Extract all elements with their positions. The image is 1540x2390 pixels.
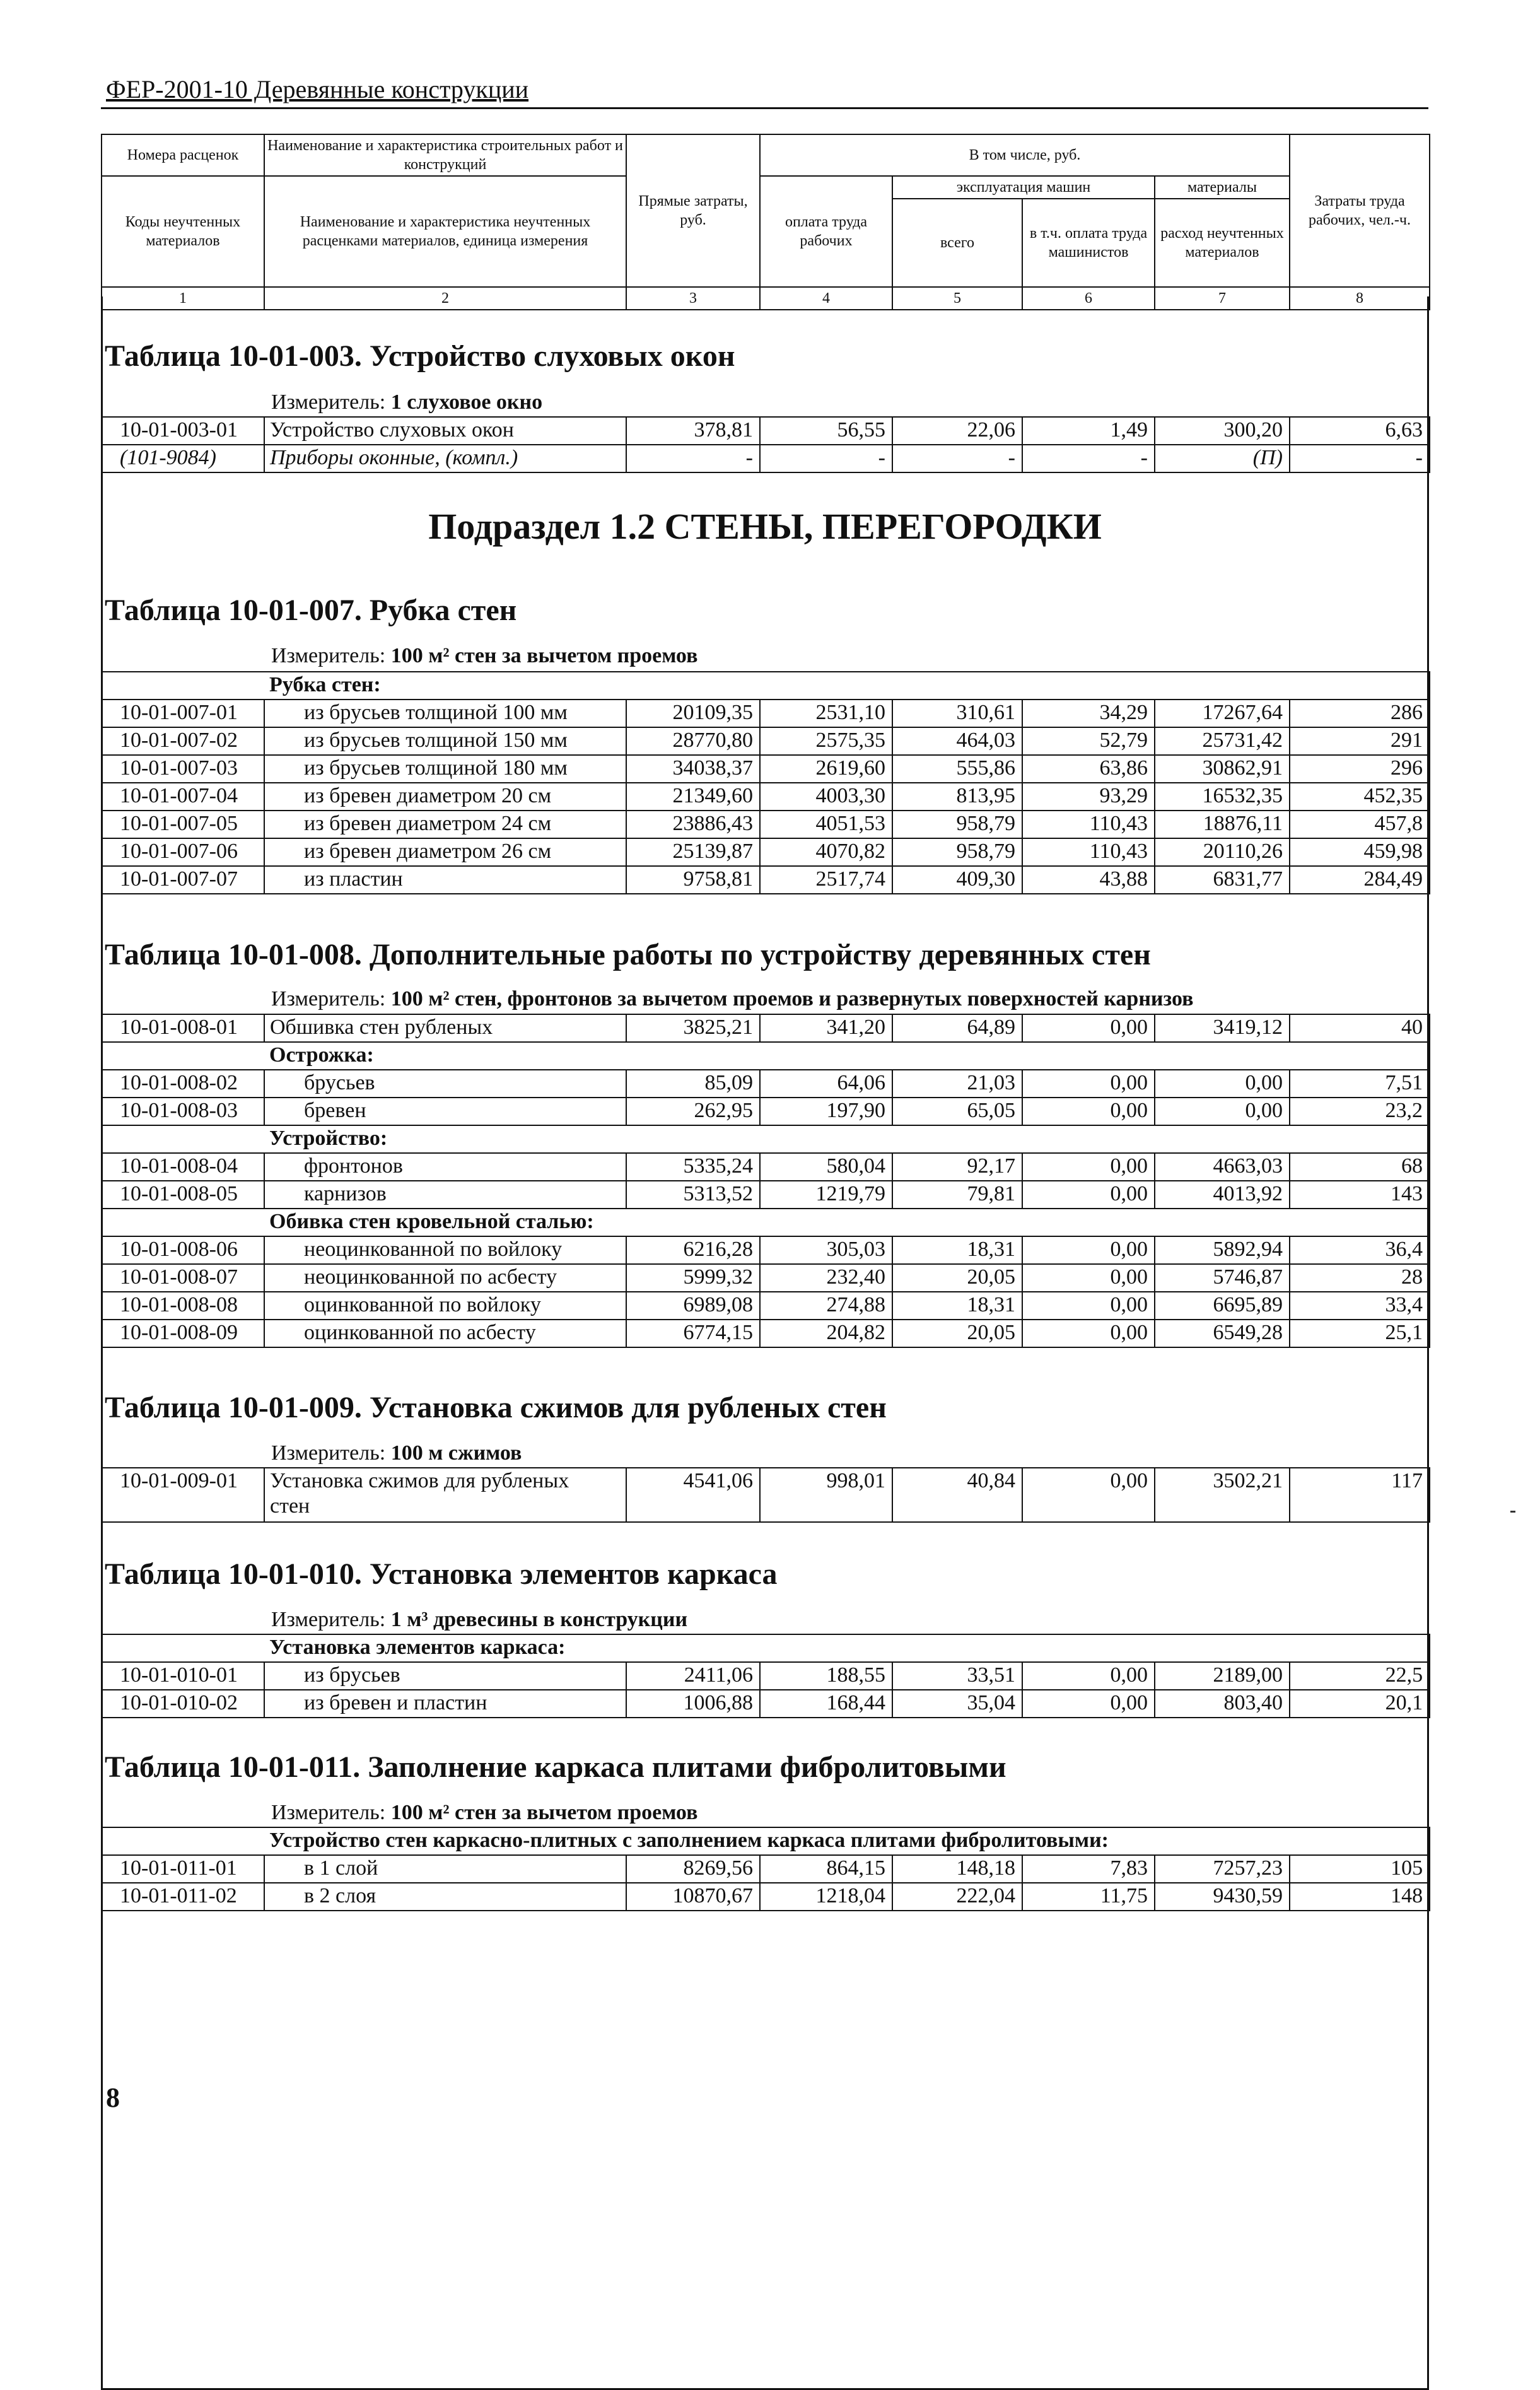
row-name: карнизов	[264, 1181, 626, 1209]
row-labor: 23,2	[1290, 1098, 1430, 1125]
subsection-title: Подраздел 1.2 СТЕНЫ, ПЕРЕГОРОДКИ	[428, 506, 1102, 547]
group-label: Обивка стен кровельной сталью:	[264, 1209, 1430, 1236]
row-machinists: 34,29	[1022, 700, 1155, 727]
row-direct: 28770,80	[626, 727, 760, 755]
table-row	[102, 700, 1430, 727]
row-name: из бревен диаметром 26 см	[264, 838, 626, 866]
row-pay: 274,88	[760, 1292, 892, 1320]
row-code: 10-01-008-08	[102, 1292, 264, 1320]
row-code: 10-01-007-06	[102, 838, 264, 866]
row-machinists: 0,00	[1022, 1236, 1155, 1264]
row-direct: 21349,60	[626, 783, 760, 811]
row-labor: 28	[1290, 1264, 1430, 1292]
row-machines: 22,06	[892, 417, 1022, 445]
row-machinists: 0,00	[1022, 1153, 1155, 1181]
table-row	[102, 445, 1430, 472]
row-pay: 1219,79	[760, 1181, 892, 1209]
row-pay: 188,55	[760, 1662, 892, 1690]
row-machinists: 63,86	[1022, 755, 1155, 783]
table-010-measure: Измеритель: 1 м³ древесины в конструкции	[271, 1608, 688, 1631]
col-direct: Прямые затраты, руб.	[626, 134, 760, 287]
col-codes-top: Номера расценок	[102, 134, 264, 176]
row-code: 10-01-010-01	[102, 1662, 264, 1690]
row-labor: 33,4	[1290, 1292, 1430, 1320]
row-pay: 580,04	[760, 1153, 892, 1181]
col-num-7: 7	[1155, 287, 1290, 310]
row-name: в 2 слоя	[264, 1883, 626, 1911]
row-name: из пластин	[264, 866, 626, 894]
col-mat-sub: расход неучтенных материалов	[1155, 199, 1290, 287]
row-code: 10-01-007-02	[102, 727, 264, 755]
row-pay: 998,01	[760, 1468, 892, 1522]
row-machinists: 0,00	[1022, 1264, 1155, 1292]
col-labor: Затраты труда рабочих, чел.-ч.	[1290, 134, 1430, 287]
table-row	[102, 838, 1430, 866]
table-row	[102, 727, 1430, 755]
row-materials: 2189,00	[1155, 1662, 1290, 1690]
row-code: 10-01-009-01	[102, 1468, 264, 1522]
table-003	[101, 416, 1430, 473]
col-m-total: всего	[892, 199, 1022, 287]
row-labor: 284,49	[1290, 866, 1430, 894]
scan-mark	[1510, 1511, 1515, 1513]
col-machines: эксплуатация машин	[892, 176, 1155, 199]
table-007-measure: Измеритель: 100 м² стен за вычетом проемов	[271, 644, 698, 667]
table-010	[101, 1634, 1430, 1718]
row-labor: 36,4	[1290, 1236, 1430, 1264]
row-machines: 555,86	[892, 755, 1022, 783]
row-machinists: 110,43	[1022, 838, 1155, 866]
table-row	[102, 1014, 1430, 1042]
row-direct: 25139,87	[626, 838, 760, 866]
row-pay: -	[760, 445, 892, 472]
row-materials: 5892,94	[1155, 1236, 1290, 1264]
table-007	[101, 671, 1430, 894]
col-num-6: 6	[1022, 287, 1155, 310]
row-direct: 6216,28	[626, 1236, 760, 1264]
row-machinists: 0,00	[1022, 1320, 1155, 1347]
row-machinists: 0,00	[1022, 1292, 1155, 1320]
row-direct: 5313,52	[626, 1181, 760, 1209]
row-labor: 68	[1290, 1153, 1430, 1181]
row-machinists: 0,00	[1022, 1662, 1155, 1690]
row-machines: 310,61	[892, 700, 1022, 727]
col-num-3: 3	[626, 287, 760, 310]
row-name: Устройство слуховых окон	[264, 417, 626, 445]
table-row	[102, 866, 1430, 894]
row-machines: 40,84	[892, 1468, 1022, 1522]
table-row	[102, 1468, 1430, 1522]
row-machinists: 0,00	[1022, 1468, 1155, 1522]
row-code: 10-01-007-05	[102, 811, 264, 838]
row-labor: 291	[1290, 727, 1430, 755]
row-machinists: 0,00	[1022, 1181, 1155, 1209]
row-machines: 20,05	[892, 1264, 1022, 1292]
row-direct: 9758,81	[626, 866, 760, 894]
row-machinists: 52,79	[1022, 727, 1155, 755]
group-row	[102, 672, 1430, 700]
row-materials: 4013,92	[1155, 1181, 1290, 1209]
table-row	[102, 783, 1430, 811]
table-row	[102, 1098, 1430, 1125]
row-machines: 958,79	[892, 811, 1022, 838]
row-name: Установка сжимов для рубленых стен	[264, 1468, 626, 1522]
group-label: Установка элементов каркаса:	[264, 1634, 1430, 1662]
group-label: Устройство:	[264, 1125, 1430, 1153]
row-machines: 33,51	[892, 1662, 1022, 1690]
row-pay: 2517,74	[760, 866, 892, 894]
table-row	[102, 1153, 1430, 1181]
row-code: 10-01-011-02	[102, 1883, 264, 1911]
row-code: 10-01-007-07	[102, 866, 264, 894]
row-direct: 4541,06	[626, 1468, 760, 1522]
row-name: Приборы оконные, (компл.)	[264, 445, 626, 472]
table-008	[101, 1014, 1430, 1348]
row-name: в 1 слой	[264, 1855, 626, 1883]
row-name: брусьев	[264, 1070, 626, 1098]
row-name: из бревен диаметром 24 см	[264, 811, 626, 838]
table-row	[102, 1320, 1430, 1347]
table-008-measure: Измеритель: 100 м² стен, фронтонов за вычетом проемов и развернутых поверхностей карнизов	[271, 987, 1194, 1010]
row-machinists: 93,29	[1022, 783, 1155, 811]
row-machines: 79,81	[892, 1181, 1022, 1209]
group-label: Острожка:	[264, 1042, 1430, 1070]
row-machines: 813,95	[892, 783, 1022, 811]
row-direct: 85,09	[626, 1070, 760, 1098]
row-direct: 6989,08	[626, 1292, 760, 1320]
row-materials: 7257,23	[1155, 1855, 1290, 1883]
table-row	[102, 1855, 1430, 1883]
col-pay: оплата труда рабочих	[760, 176, 892, 287]
group-row	[102, 1827, 1430, 1855]
row-labor: 459,98	[1290, 838, 1430, 866]
col-incl: В том числе, руб.	[760, 134, 1290, 176]
table-row	[102, 1070, 1430, 1098]
table-row	[102, 1236, 1430, 1264]
row-labor: 40	[1290, 1014, 1430, 1042]
row-name: из брусьев толщиной 150 мм	[264, 727, 626, 755]
row-code: 10-01-008-01	[102, 1014, 264, 1042]
document-header: ФЕР-2001-10 Деревянные конструкции	[106, 75, 529, 103]
group-row	[102, 1209, 1430, 1236]
row-machines: 18,31	[892, 1292, 1022, 1320]
row-code: 10-01-008-07	[102, 1264, 264, 1292]
row-materials: 0,00	[1155, 1070, 1290, 1098]
row-name: оцинкованной по войлоку	[264, 1292, 626, 1320]
row-materials: 9430,59	[1155, 1883, 1290, 1911]
row-machinists: 0,00	[1022, 1690, 1155, 1718]
row-machinists: -	[1022, 445, 1155, 472]
row-code: 10-01-011-01	[102, 1855, 264, 1883]
row-machines: 958,79	[892, 838, 1022, 866]
row-labor: 6,63	[1290, 417, 1430, 445]
row-name: фронтонов	[264, 1153, 626, 1181]
row-materials: 6695,89	[1155, 1292, 1290, 1320]
col-name-bottom: Наименование и характеристика неучтенных расценками материалов, единица измерения	[264, 176, 626, 287]
row-machines: 20,05	[892, 1320, 1022, 1347]
row-machines: 222,04	[892, 1883, 1022, 1911]
row-materials: 3419,12	[1155, 1014, 1290, 1042]
row-materials: 6831,77	[1155, 866, 1290, 894]
row-direct: 378,81	[626, 417, 760, 445]
row-machines: 464,03	[892, 727, 1022, 755]
row-materials: 30862,91	[1155, 755, 1290, 783]
row-pay: 2531,10	[760, 700, 892, 727]
row-pay: 2619,60	[760, 755, 892, 783]
row-direct: 5999,32	[626, 1264, 760, 1292]
row-code: 10-01-008-05	[102, 1181, 264, 1209]
row-code: 10-01-007-01	[102, 700, 264, 727]
row-labor: 105	[1290, 1855, 1430, 1883]
column-header-table	[101, 134, 1430, 310]
col-num-1: 1	[102, 287, 264, 310]
row-machinists: 0,00	[1022, 1070, 1155, 1098]
col-m-pay: в т.ч. оплата труда машинистов	[1022, 199, 1155, 287]
row-pay: 232,40	[760, 1264, 892, 1292]
page-number: 8	[106, 2082, 120, 2113]
row-code: 10-01-003-01	[102, 417, 264, 445]
row-name: неоцинкованной по войлоку	[264, 1236, 626, 1264]
row-materials: 4663,03	[1155, 1153, 1290, 1181]
group-label: Устройство стен каркасно-плитных с заполнением каркаса плитами фибролитовыми:	[264, 1827, 1430, 1855]
row-labor: 143	[1290, 1181, 1430, 1209]
table-003-measure: Измеритель: 1 слуховое окно	[271, 390, 543, 414]
table-009	[101, 1467, 1430, 1523]
row-pay: 56,55	[760, 417, 892, 445]
row-materials: 17267,64	[1155, 700, 1290, 727]
row-pay: 1218,04	[760, 1883, 892, 1911]
row-labor: 117	[1290, 1468, 1430, 1522]
row-code: 10-01-007-03	[102, 755, 264, 783]
row-code: 10-01-008-09	[102, 1320, 264, 1347]
row-direct: 262,95	[626, 1098, 760, 1125]
row-machines: 409,30	[892, 866, 1022, 894]
table-011-title: Таблица 10-01-011. Заполнение каркаса плитами фибролитовыми	[105, 1750, 1006, 1784]
row-materials: 25731,42	[1155, 727, 1290, 755]
table-row	[102, 417, 1430, 445]
row-pay: 168,44	[760, 1690, 892, 1718]
row-code: 10-01-008-04	[102, 1153, 264, 1181]
row-labor: 20,1	[1290, 1690, 1430, 1718]
group-label: Рубка стен:	[264, 672, 1430, 700]
row-pay: 341,20	[760, 1014, 892, 1042]
row-direct: 3825,21	[626, 1014, 760, 1042]
row-machines: 18,31	[892, 1236, 1022, 1264]
row-pay: 4051,53	[760, 811, 892, 838]
row-code: 10-01-008-06	[102, 1236, 264, 1264]
col-num-2: 2	[264, 287, 626, 310]
row-pay: 204,82	[760, 1320, 892, 1347]
row-pay: 4003,30	[760, 783, 892, 811]
table-011-measure: Измеритель: 100 м² стен за вычетом проемов	[271, 1801, 698, 1824]
table-003-title: Таблица 10-01-003. Устройство слуховых окон	[105, 339, 735, 373]
row-pay: 305,03	[760, 1236, 892, 1264]
row-direct: 1006,88	[626, 1690, 760, 1718]
col-num-5: 5	[892, 287, 1022, 310]
group-row	[102, 1042, 1430, 1070]
row-labor: 22,5	[1290, 1662, 1430, 1690]
row-machinists: 11,75	[1022, 1883, 1155, 1911]
row-machines: 148,18	[892, 1855, 1022, 1883]
row-name: из брусьев толщиной 180 мм	[264, 755, 626, 783]
table-007-title: Таблица 10-01-007. Рубка стен	[105, 594, 517, 627]
header-rule	[101, 107, 1428, 109]
row-code: 10-01-010-02	[102, 1690, 264, 1718]
row-code: 10-01-008-03	[102, 1098, 264, 1125]
row-labor: 296	[1290, 755, 1430, 783]
table-row	[102, 811, 1430, 838]
row-direct: 10870,67	[626, 1883, 760, 1911]
table-008-title: Таблица 10-01-008. Дополнительные работы по устройству деревянных стен	[105, 938, 1151, 971]
group-row	[102, 1634, 1430, 1662]
row-materials: (П)	[1155, 445, 1290, 472]
row-materials: 0,00	[1155, 1098, 1290, 1125]
row-name: из бревен диаметром 20 см	[264, 783, 626, 811]
row-materials: 803,40	[1155, 1690, 1290, 1718]
col-materials: материалы	[1155, 176, 1290, 199]
col-num-4: 4	[760, 287, 892, 310]
table-011	[101, 1827, 1430, 1911]
row-direct: 8269,56	[626, 1855, 760, 1883]
group-row	[102, 1125, 1430, 1153]
row-materials: 5746,87	[1155, 1264, 1290, 1292]
row-direct: -	[626, 445, 760, 472]
row-direct: 6774,15	[626, 1320, 760, 1347]
row-machines: 65,05	[892, 1098, 1022, 1125]
table-009-title: Таблица 10-01-009. Установка сжимов для рубленых стен	[105, 1391, 887, 1424]
table-row	[102, 1292, 1430, 1320]
row-name: из брусьев	[264, 1662, 626, 1690]
row-pay: 2575,35	[760, 727, 892, 755]
row-labor: 7,51	[1290, 1070, 1430, 1098]
row-pay: 64,06	[760, 1070, 892, 1098]
row-materials: 3502,21	[1155, 1468, 1290, 1522]
col-num-8: 8	[1290, 287, 1430, 310]
row-labor: 25,1	[1290, 1320, 1430, 1347]
col-codes-bottom: Коды неучтенных материалов	[102, 176, 264, 287]
row-materials: 16532,35	[1155, 783, 1290, 811]
row-machines: 64,89	[892, 1014, 1022, 1042]
table-row	[102, 1662, 1430, 1690]
table-row	[102, 1883, 1430, 1911]
row-labor: 286	[1290, 700, 1430, 727]
row-code: (101-9084)	[102, 445, 264, 472]
row-machines: 21,03	[892, 1070, 1022, 1098]
row-code: 10-01-008-02	[102, 1070, 264, 1098]
table-010-title: Таблица 10-01-010. Установка элементов каркаса	[105, 1557, 778, 1591]
row-name: из бревен и пластин	[264, 1690, 626, 1718]
row-direct: 20109,35	[626, 700, 760, 727]
row-machinists: 43,88	[1022, 866, 1155, 894]
row-machinists: 110,43	[1022, 811, 1155, 838]
table-row	[102, 1690, 1430, 1718]
table-row	[102, 755, 1430, 783]
row-materials: 300,20	[1155, 417, 1290, 445]
row-machines: 35,04	[892, 1690, 1022, 1718]
row-code: 10-01-007-04	[102, 783, 264, 811]
row-labor: 148	[1290, 1883, 1430, 1911]
row-name: оцинкованной по асбесту	[264, 1320, 626, 1347]
row-direct: 34038,37	[626, 755, 760, 783]
row-name: бревен	[264, 1098, 626, 1125]
row-machinists: 1,49	[1022, 417, 1155, 445]
row-pay: 197,90	[760, 1098, 892, 1125]
col-name-top: Наименование и характеристика строительных работ и конструкций	[264, 134, 626, 176]
row-labor: -	[1290, 445, 1430, 472]
table-row	[102, 1181, 1430, 1209]
row-labor: 452,35	[1290, 783, 1430, 811]
row-machinists: 0,00	[1022, 1098, 1155, 1125]
row-materials: 18876,11	[1155, 811, 1290, 838]
row-name: неоцинкованной по асбесту	[264, 1264, 626, 1292]
row-name: из брусьев толщиной 100 мм	[264, 700, 626, 727]
row-direct: 2411,06	[626, 1662, 760, 1690]
row-direct: 5335,24	[626, 1153, 760, 1181]
row-machinists: 7,83	[1022, 1855, 1155, 1883]
row-machinists: 0,00	[1022, 1014, 1155, 1042]
table-row	[102, 1264, 1430, 1292]
row-machines: 92,17	[892, 1153, 1022, 1181]
row-name: Обшивка стен рубленых	[264, 1014, 626, 1042]
row-materials: 20110,26	[1155, 838, 1290, 866]
row-labor: 457,8	[1290, 811, 1430, 838]
row-materials: 6549,28	[1155, 1320, 1290, 1347]
table-009-measure: Измеритель: 100 м сжимов	[271, 1441, 522, 1465]
row-machines: -	[892, 445, 1022, 472]
row-pay: 4070,82	[760, 838, 892, 866]
row-direct: 23886,43	[626, 811, 760, 838]
row-pay: 864,15	[760, 1855, 892, 1883]
